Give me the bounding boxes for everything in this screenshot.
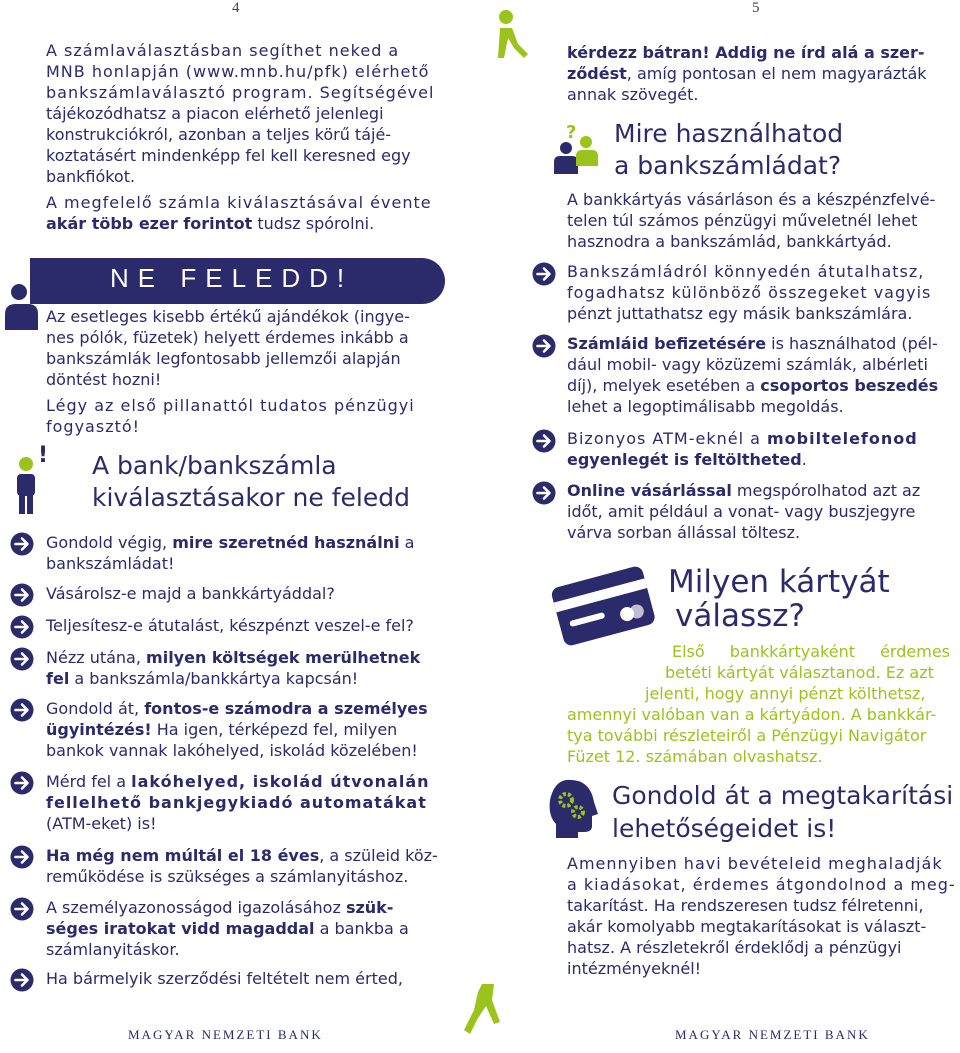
card-line: Első bankkártyaként érdemes	[672, 642, 950, 661]
conscious-line: fogyasztó!	[46, 417, 141, 436]
item-bold: mobiltelefonod	[767, 429, 918, 448]
item-bold: milyen költségek merülhetnek	[146, 648, 421, 667]
item-text: Ha igen, térképezd fel, milyen	[151, 720, 398, 739]
intro-line: konstrukciókról, azonban a teljes körű tájé-	[46, 125, 392, 144]
item-bold: Ha még nem múltál el 18 éves	[46, 846, 320, 865]
item-text: a	[399, 533, 415, 552]
item-bold: egyenlegét is feltöltheted	[567, 450, 802, 469]
use-item-line	[567, 449, 807, 470]
use-item-line: dául mobil- vagy közüzemi számlák, albérleti	[567, 355, 928, 374]
arrow-right-icon	[10, 583, 34, 607]
intro-line: bankszámlaválasztó program. Segítségével	[46, 83, 435, 102]
arrow-right-icon	[10, 845, 34, 869]
list-item-line	[46, 719, 397, 740]
use-intro-line: telen túl számos pénzügyi műveletnél lehet	[567, 211, 918, 230]
save-line: intézményeknél!	[567, 959, 702, 978]
save-line: Amennyiben havi bevételeid meghaladják	[567, 854, 943, 873]
item-text: a bankszámla/bankkártya kapcsán!	[69, 669, 359, 688]
svg-text:?: ?	[566, 122, 577, 143]
head-gears-icon	[546, 776, 602, 840]
people-question-icon	[546, 118, 608, 180]
item-bold: szük-	[345, 898, 394, 917]
intro-line: koztatásért mindenképp fel kell keresned egy	[46, 146, 411, 165]
arrow-right-icon	[532, 334, 556, 358]
card-title: Milyen kártyát	[668, 564, 890, 600]
card-line: Füzet 12. számában olvashatsz.	[567, 747, 823, 766]
gift-line: döntést hozni!	[46, 370, 162, 389]
save-line: takarítást. Ha rendszeresen tudsz félretenni,	[567, 896, 924, 915]
saving-rest: tudsz spórolni.	[252, 214, 375, 233]
use-item-line: pénzt juttathatsz egy másik bankszámlára.	[567, 304, 913, 323]
list-item-line: reműködése is szükséges a számlanyitáshoz.	[46, 867, 409, 886]
card-line: amennyi valóban van a kártyádon. A bankkár-	[567, 705, 937, 724]
item-text: Gondold végig,	[46, 533, 173, 552]
card-line: tya további részleteiről a Pénzügyi Navigátor	[567, 726, 927, 745]
arrow-right-icon	[10, 532, 34, 556]
saving-line	[46, 213, 374, 234]
item-bold: csoportos beszedés	[760, 376, 939, 395]
gift-line: Az esetleges kisebb értékű ajándékok (ingye-	[46, 307, 410, 326]
item-text: díj), melyek esetében a	[567, 376, 761, 395]
item-bold: ügyintézés!	[46, 720, 152, 739]
left-page	[0, 0, 470, 1053]
use-item-line	[567, 333, 938, 354]
arrow-right-icon	[532, 262, 556, 286]
list-item	[46, 771, 430, 792]
person-speech-icon	[2, 278, 50, 340]
item-text: is használhatod (pél-	[766, 334, 938, 353]
section-title: A bank/bankszámla	[92, 451, 337, 480]
arrow-right-icon	[10, 647, 34, 671]
use-item-line: várva sorban állással töltesz.	[567, 523, 801, 542]
list-item-line: bankszámládat!	[46, 554, 175, 573]
intro-line: bankfiókot.	[46, 167, 136, 186]
saving-bold: akár több ezer forintot	[46, 214, 253, 233]
use-item-line: időt, amit például a vonat- vagy buszjegyre	[567, 502, 916, 521]
save-title: Gondold át a megtakarítási	[612, 781, 954, 810]
svg-text:!: !	[38, 443, 49, 468]
use-title: Mire használhatod	[614, 119, 844, 148]
save-line: akár komolyabb megtakarításokat is választ-	[567, 917, 927, 936]
item-text: Bizonyos ATM-eknél a	[567, 429, 767, 448]
arrow-right-icon	[10, 771, 34, 795]
intro-line: A számlaválasztásban segíthet neked a	[46, 41, 400, 60]
use-item-line: lehet a legoptimálisabb megoldás.	[567, 397, 844, 416]
intro-line: tájékozódhatsz a piacon elérhető jelenlegi	[46, 104, 384, 123]
gift-line: nes pólók, füzetek) helyett érdemes inkább a	[46, 328, 409, 347]
arrow-right-icon	[10, 615, 34, 639]
item-bold: fontos-e számodra a személyes	[144, 699, 428, 718]
card-title: válassz?	[675, 598, 805, 634]
conscious-line: Légy az első pillanattól tudatos pénzügyi	[46, 396, 415, 415]
gift-line: bankszámlák legfontosabb jellemzői alapján	[46, 349, 401, 368]
item-text: A személyazonosságod igazolásához	[46, 898, 346, 917]
use-item-line	[567, 428, 918, 449]
arrow-right-icon	[10, 897, 34, 921]
arrow-right-icon	[532, 481, 556, 505]
ne-feledd-heading: NE FELEDD!	[110, 263, 354, 293]
item-text: megspórolhatod azt az	[731, 481, 921, 500]
page-number: 5	[752, 0, 760, 16]
item-text: Gondold át,	[46, 699, 145, 718]
use-intro-line: A bankkártyás vásárláson és a készpénzfelvé-	[567, 190, 936, 209]
bank-card-icon	[550, 560, 656, 650]
save-line: hatsz. A részletekről érdeklődj a pénzügyi	[567, 938, 902, 957]
card-line: jelenti, hogy annyi pénzt költhetsz,	[645, 684, 926, 703]
list-item	[46, 647, 420, 668]
continued-bold: ződést	[567, 64, 627, 83]
list-item: Teljesítesz-e átutalást, készpénzt veszel-e fel?	[46, 616, 414, 635]
right-page	[490, 0, 960, 1053]
list-item	[46, 845, 438, 866]
arrow-right-icon	[532, 429, 556, 453]
use-item-line	[567, 480, 920, 501]
item-bold: séges iratokat vidd magaddal	[46, 919, 315, 938]
continued-bold: kérdezz bátran! Addig ne írd alá a szer-	[567, 43, 925, 62]
save-title: lehetőségeidet is!	[612, 814, 837, 843]
list-item-line: bankok vannak lakóhelyed, iskolád közelében!	[46, 741, 418, 760]
item-bold: fellelhető bankjegykiadó automatákat	[46, 793, 427, 812]
person-exclamation-icon	[10, 440, 56, 516]
save-line: a kiadásokat, érdemes átgondolnod a meg-	[567, 875, 956, 894]
continued-line	[567, 42, 925, 63]
use-intro-line: hasznodra a bankszámlád, bankkártyád.	[567, 232, 892, 251]
list-item-line	[46, 668, 358, 689]
section-title: kiválasztásakor ne feledd	[92, 483, 410, 512]
item-bold: Számláid befizetésére	[567, 334, 767, 353]
item-bold: fel	[46, 669, 70, 688]
item-bold: Online vásárlással	[567, 481, 732, 500]
continued-line: annak szövegét.	[567, 85, 699, 104]
card-line: betéti kártyát választanod. Ez azt	[665, 663, 934, 682]
list-item-line: számlanyitáskor.	[46, 940, 180, 959]
arrow-right-icon	[10, 698, 34, 722]
item-text: , a szüleid köz-	[319, 846, 438, 865]
continued-text: , amíg pontosan el nem magyarázták	[626, 64, 927, 83]
use-title: a bankszámládat?	[614, 151, 842, 180]
use-item-line: Bankszámládról könnyedén átutalhatsz,	[567, 262, 925, 281]
footer: MAGYAR NEMZETI BANK	[675, 1027, 870, 1042]
item-text: a bankba a	[314, 919, 409, 938]
arrow-right-icon	[10, 968, 34, 992]
item-bold: lakóhelyed, iskolád útvonalán	[131, 772, 430, 791]
list-item-line	[46, 792, 427, 813]
list-item	[46, 532, 414, 553]
item-text: .	[801, 450, 807, 469]
item-text: Mérd fel a	[46, 772, 132, 791]
list-item-line	[46, 918, 409, 939]
footer: MAGYAR NEMZETI BANK	[128, 1027, 323, 1042]
list-item-line: (ATM-eket) is!	[46, 814, 157, 833]
saving-line: A megfelelő számla kiválasztásával évente	[46, 193, 432, 212]
use-item-line: fogadhatsz különböző összegeket vagyis	[567, 283, 932, 302]
continued-line	[567, 63, 927, 84]
list-item: Ha bármelyik szerződési feltételt nem érted,	[46, 969, 403, 988]
item-bold: mire szeretnéd használni	[172, 533, 400, 552]
item-text: Nézz utána,	[46, 648, 147, 667]
intro-line: MNB honlapján (www.mnb.hu/pfk) elérhető	[46, 62, 430, 81]
list-item	[46, 698, 428, 719]
list-item	[46, 897, 393, 918]
page-number: 4	[232, 0, 240, 16]
list-item: Vásárolsz-e majd a bankkártyáddal?	[46, 584, 335, 603]
use-item-line	[567, 375, 938, 396]
